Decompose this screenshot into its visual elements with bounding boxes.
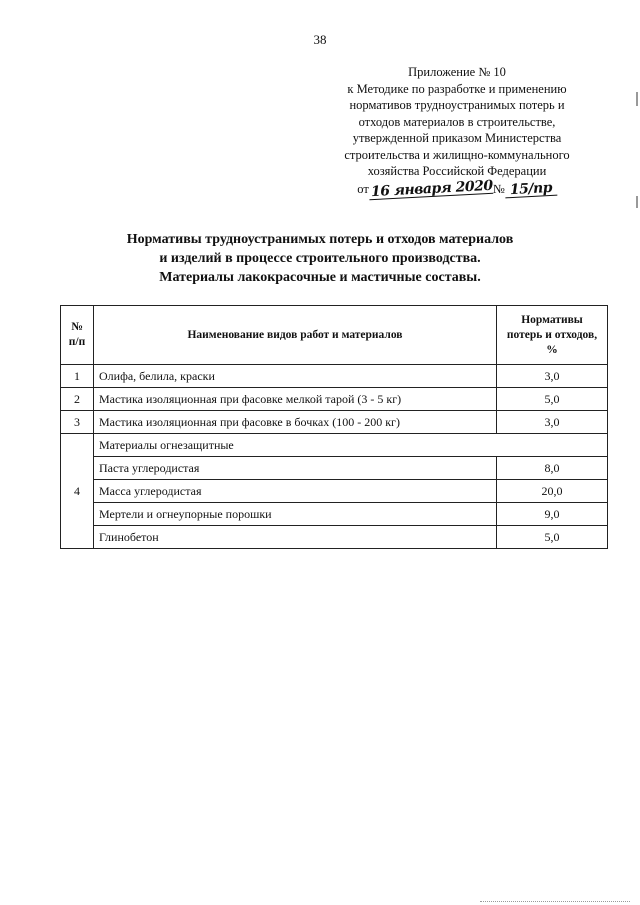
order-date-number-line (322, 177, 592, 200)
table-row (61, 503, 608, 526)
row-name: Глинобетон (94, 526, 497, 549)
page-number: 38 (313, 32, 327, 47)
header-name: Наименование видов работ и материалов (94, 306, 497, 365)
row-name: Мастика изоляционная при фасовке мелкой тарой (3 - 5 кг) (94, 388, 497, 411)
appendix-header (322, 64, 592, 200)
table-header-row (61, 306, 608, 365)
handwritten-number: 15/пр (504, 180, 557, 198)
row-value: 5,0 (497, 388, 608, 411)
row-value: 20,0 (497, 480, 608, 503)
appendix-line: отходов материалов в строительстве, (358, 114, 556, 129)
table-row (61, 365, 608, 388)
header-norm-line: % (546, 343, 558, 356)
table-row-group-heading (61, 434, 608, 457)
from-label: от (357, 181, 369, 196)
group-heading: Материалы огнезащитные (94, 434, 608, 457)
row-name: Паста углеродистая (94, 457, 497, 480)
group-number: 4 (61, 434, 94, 549)
row-number: 1 (61, 365, 94, 388)
row-value: 8,0 (497, 457, 608, 480)
table-row (61, 480, 608, 503)
title-line: Материалы лакокрасочные и мастичные составы. (159, 270, 481, 285)
header-number (61, 306, 94, 365)
header-number-line: п/п (68, 336, 86, 348)
row-name: Масса углеродистая (94, 480, 497, 503)
table-row (61, 526, 608, 549)
header-norm-line: потерь и отходов, (506, 328, 598, 341)
handwritten-date: 16 января 2020 (370, 177, 493, 200)
table-row (61, 457, 608, 480)
header-norm-line: Нормативы (521, 313, 583, 326)
norms-table (60, 305, 608, 549)
row-number: 3 (61, 411, 94, 434)
appendix-line: к Методике по разработке и применению (347, 81, 567, 96)
row-name: Мертели и огнеупорные порошки (94, 503, 497, 526)
row-number: 2 (61, 388, 94, 411)
appendix-line: утвержденной приказом Министерства (352, 131, 562, 145)
appendix-line: хозяйства Российской Федерации (367, 164, 547, 178)
scan-edge-mark (636, 196, 638, 208)
row-value: 3,0 (497, 365, 608, 388)
row-value: 5,0 (497, 526, 608, 549)
appendix-line: строительства и жилищно-коммунального (344, 147, 570, 162)
row-name: Мастика изоляционная при фасовке в бочках (100 - 200 кг) (94, 411, 497, 434)
row-name: Олифа, белила, краски (94, 365, 497, 388)
scan-bottom-mark (480, 901, 630, 903)
table-row (61, 388, 608, 411)
appendix-line: нормативов трудноустранимых потерь и (349, 98, 565, 112)
title-line: и изделий в процессе строительного производства. (159, 251, 481, 266)
row-value: 3,0 (497, 411, 608, 434)
title-line: Нормативы трудноустранимых потерь и отходов материалов (126, 232, 514, 247)
document-title (0, 230, 640, 287)
appendix-line: Приложение № 10 (408, 65, 506, 79)
scan-edge-mark (636, 92, 638, 106)
number-label: № (492, 181, 505, 196)
table-row (61, 411, 608, 434)
row-value: 9,0 (497, 503, 608, 526)
header-norm (497, 306, 608, 365)
header-number-line: № (71, 321, 83, 333)
